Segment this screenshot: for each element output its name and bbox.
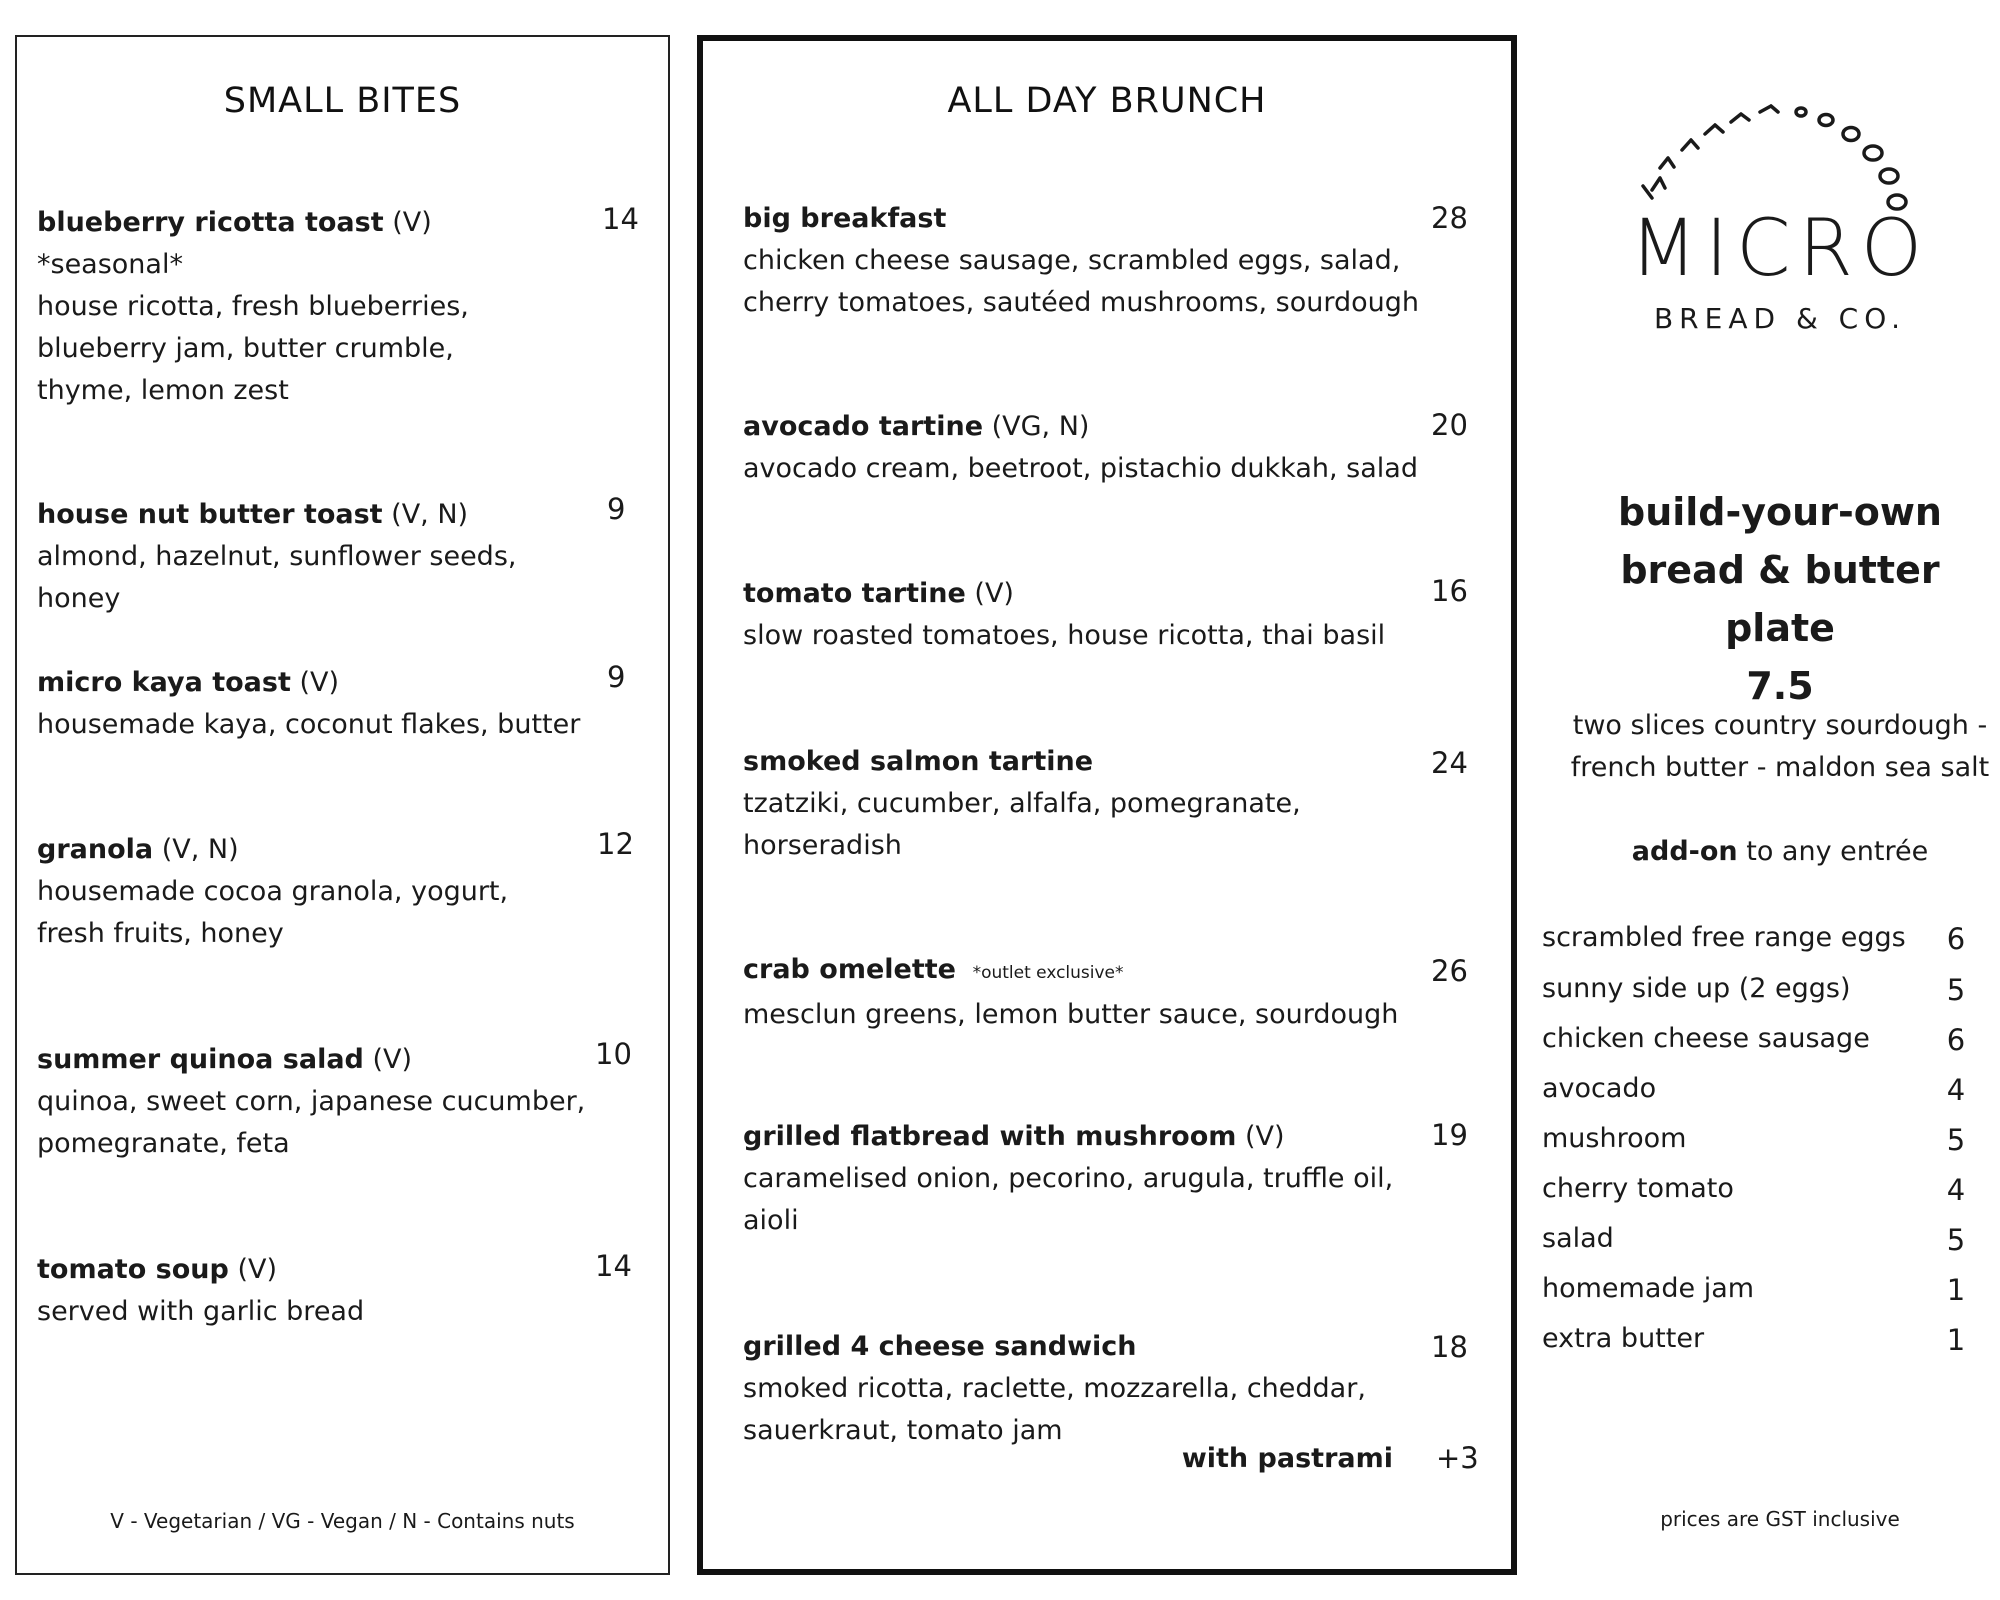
option-label: with pastrami [1181,1443,1393,1474]
addon-price: 5 [1946,1223,1966,1257]
item-desc-line: sauerkraut, tomato jam [743,1415,1063,1446]
item-desc-line: chicken cheese sausage, scrambled eggs, salad, [743,245,1401,276]
item-tag: (V) [299,667,340,698]
item-desc-line: blueberry jam, butter crumble, [37,333,454,364]
item-price: 9 [607,660,626,694]
item-name: house nut butter toast [37,499,383,530]
item-tag: (VG, N) [991,411,1090,442]
item-desc-line: horseradish [743,830,902,861]
item-tag: (V, N) [391,499,469,530]
item-desc-line: quinoa, sweet corn, japanese cucumber, [37,1086,586,1117]
addon-heading-rest: to any entrée [1737,836,1929,867]
item-desc-line: almond, hazelnut, sunflower seeds, honey [37,541,517,614]
item-price: 20 [1431,408,1468,442]
item-price: 24 [1431,746,1468,780]
addon-price: 4 [1946,1073,1966,1107]
item-desc-line: smoked ricotta, raclette, mozzarella, cheddar, [743,1373,1366,1404]
right-column [1540,0,2000,1600]
item-desc-line: tzatziki, cucumber, alfalfa, pomegranate, [743,788,1301,819]
item-desc-line: house ricotta, fresh blueberries, [37,291,469,322]
item-desc-line: slow roasted tomatoes, house ricotta, thai basil [743,620,1386,651]
outlet-exclusive-note: *outlet exclusive* [972,963,1124,983]
grain-arc-icon [1796,108,1906,209]
item-price: 10 [595,1037,632,1071]
item-name: summer quinoa salad [37,1044,364,1075]
item-name: smoked salmon tartine [743,746,1094,777]
all-day-brunch-panel [697,35,1517,1575]
item-price: 14 [602,202,639,236]
item-tag: (V) [392,207,432,238]
addon-price: 5 [1946,1123,1966,1157]
item-tag: (V) [237,1254,277,1285]
item-desc-line: served with garlic bread [37,1296,365,1327]
item-name: tomato soup [37,1254,229,1285]
item-desc-line: pomegranate, feta [37,1128,290,1159]
addon-price: 6 [1946,1023,1966,1057]
item-name: micro kaya toast [37,667,291,698]
item-desc-line: caramelised onion, pecorino, arugula, truffle oil, [743,1163,1394,1194]
menu-item [743,573,1433,657]
addon-name: scrambled free range eggs [1542,922,1906,953]
item-desc-line: housemade kaya, coconut flakes, butter [37,709,581,740]
item-desc-line: fresh fruits, honey [37,918,284,949]
item-price: 14 [595,1249,632,1283]
wheat-arc-icon [1643,106,1778,198]
bread-plate-description [1560,705,2000,789]
item-tag: (V) [974,578,1014,609]
menu-item [743,406,1433,490]
addon-name: avocado [1542,1073,1657,1104]
item-price: 12 [597,827,634,861]
item-name: blueberry ricotta toast [37,207,384,238]
item-price: 9 [607,492,626,526]
menu-item [743,198,1433,324]
item-desc-line: *seasonal* [37,249,183,280]
addon-price: 5 [1946,973,1966,1007]
addon-name: sunny side up (2 eggs) [1542,973,1851,1004]
item-price: 28 [1431,201,1468,235]
item-name: avocado tartine [743,411,984,442]
item-desc-line: thyme, lemon zest [37,375,289,406]
item-desc-line: aioli [743,1205,799,1236]
addon-heading [1560,836,2000,867]
item-price: 19 [1431,1118,1468,1152]
bread-plate-price: 7.5 [1746,664,1814,708]
item-name: granola [37,834,154,865]
addon-price: 4 [1946,1173,1966,1207]
menu-item [743,1116,1443,1242]
item-name: grilled flatbread with mushroom [743,1121,1237,1152]
item-desc-line: housemade cocoa granola, yogurt, [37,876,509,907]
menu-item [37,1249,597,1333]
addon-heading-bold: add-on [1631,836,1738,867]
micro-bread-logo [1590,90,1980,360]
pastrami-option [1173,1438,1393,1480]
addon-name: salad [1542,1223,1614,1254]
addon-name: extra butter [1542,1323,1705,1354]
item-tag: (V, N) [161,834,239,865]
menu-item [37,1039,607,1165]
item-name: grilled 4 cheese sandwich [743,1331,1137,1362]
brand-name: MICRO [1629,204,1931,294]
bread-plate-title [1560,483,2000,715]
addon-price: 6 [1946,922,1966,956]
menu-item [743,741,1433,867]
all-day-brunch-title: ALL DAY BRUNCH [947,81,1267,121]
brand-subtitle: BREAD & CO. [1653,302,1907,335]
menu-item [743,1326,1433,1452]
item-desc-line: mesclun greens, lemon butter sauce, sourdough [743,999,1399,1030]
bread-plate-desc-line: french butter - maldon sea salt [1570,752,1990,783]
item-price: 16 [1431,574,1468,608]
item-desc-line: avocado cream, beetroot, pistachio dukkah, salad [743,453,1418,484]
addon-name: homemade jam [1542,1273,1755,1304]
item-name: tomato tartine [743,578,966,609]
small-bites-title: SMALL BITES [223,81,462,121]
menu-item [37,829,597,955]
addon-name: cherry tomato [1542,1173,1734,1204]
option-price: +3 [1436,1441,1479,1475]
bread-plate-desc-line: two slices country sourdough - [1572,710,1988,741]
addon-price: 1 [1946,1273,1966,1307]
menu-item [37,662,597,746]
bread-plate-title-line: build-your-own [1618,490,1942,534]
dietary-legend: V - Vegetarian / VG - Vegan / N - Contains nuts [110,1509,575,1533]
menu-item [37,202,597,412]
menu-item [37,494,597,620]
gst-note: prices are GST inclusive [1660,1507,1900,1531]
addon-name: chicken cheese sausage [1542,1023,1870,1054]
bread-plate-title-line: bread & butter plate [1620,548,1940,650]
item-price: 26 [1431,954,1468,988]
item-tag: (V) [372,1044,413,1075]
addon-name: mushroom [1542,1123,1687,1154]
item-name: big breakfast [743,203,947,234]
menu-item [743,949,1433,1036]
addon-price: 1 [1946,1323,1966,1357]
item-price: 18 [1431,1330,1468,1364]
item-name: crab omelette [743,954,956,985]
small-bites-panel [15,35,670,1575]
item-tag: (V) [1245,1121,1285,1152]
item-desc-line: cherry tomatoes, sautéed mushrooms, sourdough [743,287,1420,318]
